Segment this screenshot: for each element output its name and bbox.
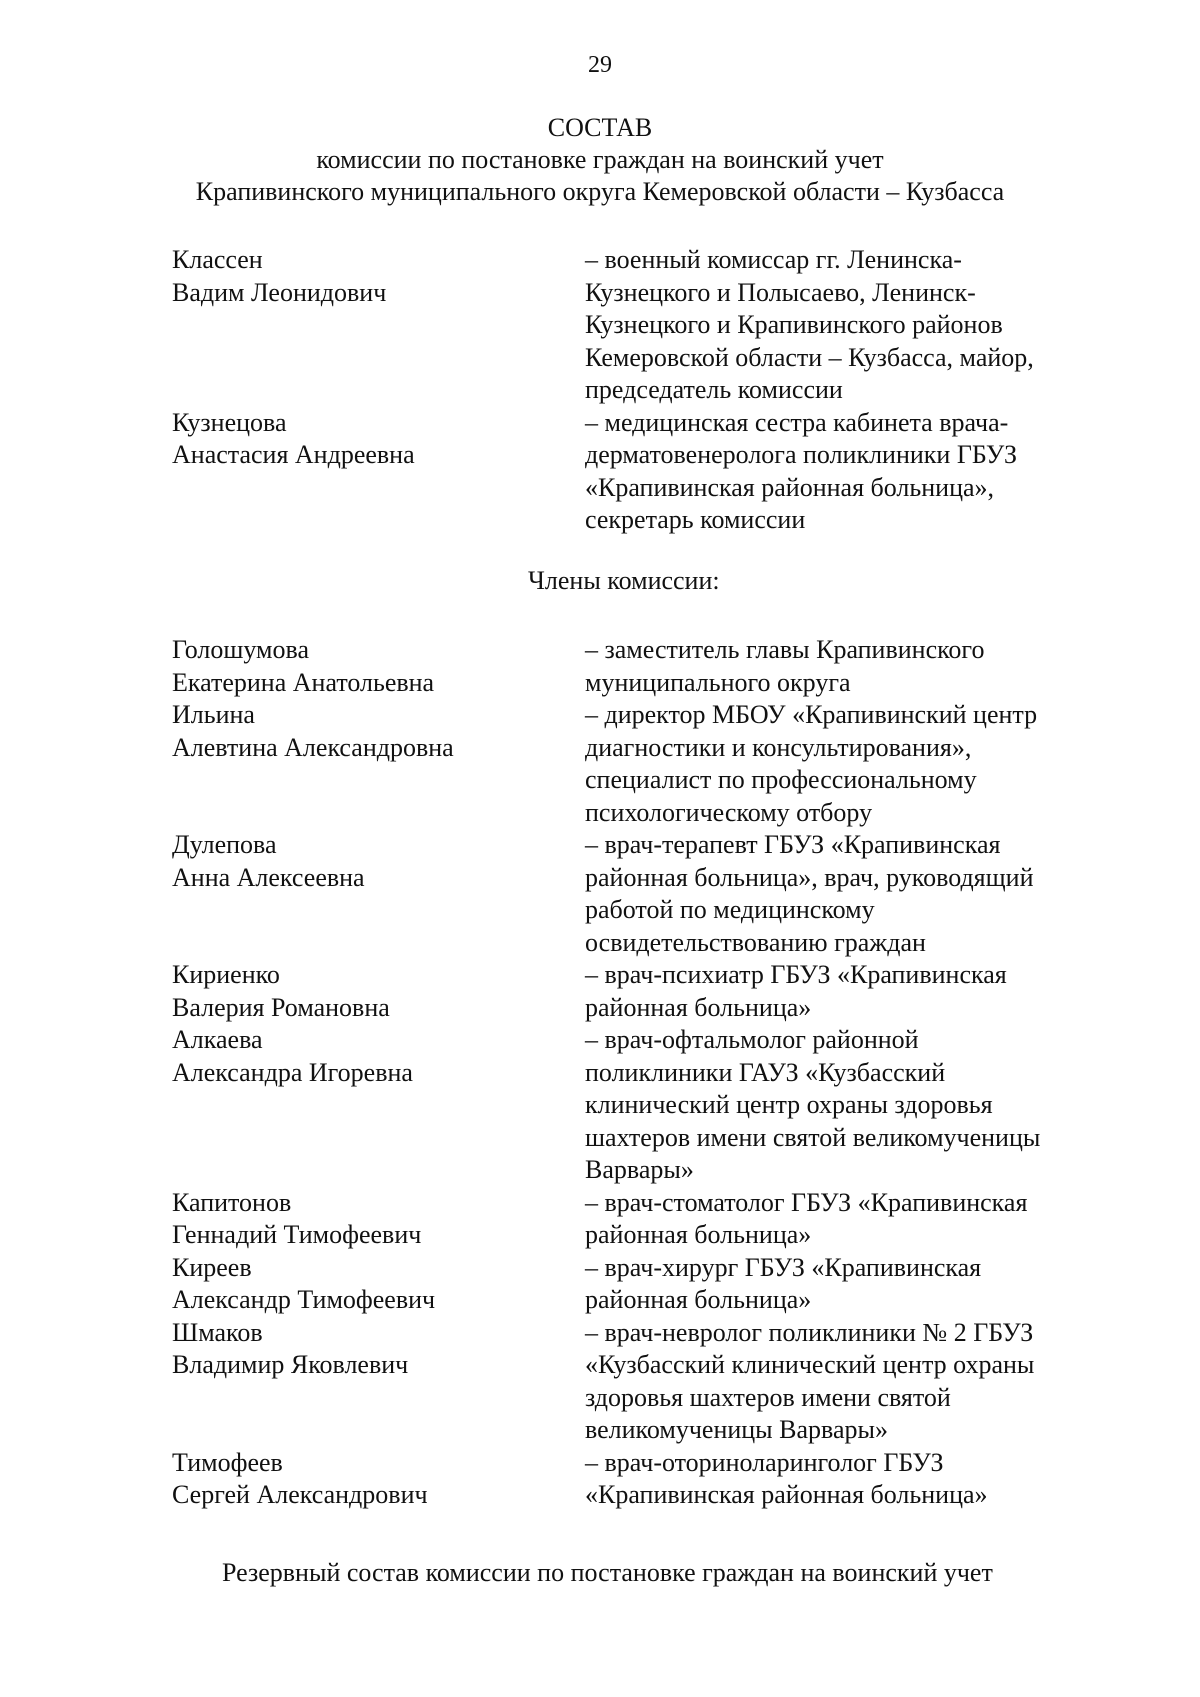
list-item (0, 699, 1200, 829)
member-role: – врач-стоматолог ГБУЗ «Крапивинская районная больница» (585, 1187, 1028, 1249)
heading-line-1: комиссии по постановке граждан на воинский учет (316, 145, 884, 174)
member-role: – врач-терапевт ГБУЗ «Крапивинская районная больница», врач, руководящий работой по медицинскому освидетельствованию граждан (585, 830, 1034, 957)
leadership-list (0, 244, 1200, 537)
member-role: – врач-хирург ГБУЗ «Крапивинская районная больница» (585, 1252, 982, 1314)
member-role: – военный комиссар гг. Ленинска- Кузнецкого и Полысаево, Ленинск- Кузнецкого и Крапивинского районов Кемеровской области – Кузбасса, майор, председатель комиссии (585, 245, 1034, 404)
member-name: Кузнецова Анастасия Андреевна (172, 407, 415, 469)
member-role: – врач-психиатр ГБУЗ «Крапивинская районная больница» (585, 960, 1007, 1022)
list-item (0, 1447, 1200, 1512)
member-name: Тимофеев Сергей Александрович (172, 1447, 428, 1509)
members-heading: Члены комиссии: (528, 566, 720, 595)
member-role: – заместитель главы Крапивинского муниципального округа (585, 635, 985, 697)
list-item (0, 244, 1200, 407)
list-item (0, 1317, 1200, 1447)
member-name: Алкаева Александра Игоревна (172, 1025, 413, 1087)
list-item (0, 634, 1200, 699)
list-item (0, 1024, 1200, 1187)
member-role: – врач-оториноларинголог ГБУЗ «Крапивинская районная больница» (585, 1447, 988, 1509)
list-item (0, 407, 1200, 537)
member-name: Кириенко Валерия Романовна (172, 960, 390, 1022)
list-item (0, 829, 1200, 959)
member-role: – врач-офтальмолог районной поликлиники ГАУЗ «Кузбасский клинический центр охраны здоровья шахтеров имени святой великомученицы Варвары» (585, 1025, 1041, 1184)
member-name: Капитонов Геннадий Тимофеевич (172, 1187, 422, 1249)
member-name: Голошумова Екатерина Анатольевна (172, 635, 435, 697)
page-number: 29 (588, 52, 612, 78)
list-item (0, 1252, 1200, 1317)
list-item (0, 959, 1200, 1024)
member-role: – врач-невролог поликлиники № 2 ГБУЗ «Кузбасский клинический центр охраны здоровья шахтеров имени святой великомученицы Варвары» (585, 1317, 1035, 1444)
member-role: – медицинская сестра кабинета врача- дерматовенеролога поликлиники ГБУЗ «Крапивинская районная больница», секретарь комиссии (585, 407, 1017, 534)
heading-line-2: Крапивинского муниципального округа Кемеровской области – Кузбасса (195, 177, 1005, 206)
member-name: Классен Вадим Леонидович (172, 245, 387, 307)
reserve-heading: Резервный состав комиссии по постановке граждан на воинский учет (222, 1558, 993, 1587)
member-name: Киреев Александр Тимофеевич (172, 1252, 436, 1314)
member-name: Шмаков Владимир Яковлевич (172, 1317, 409, 1379)
document-title: СОСТАВ (547, 113, 653, 142)
member-name: Дулепова Анна Алексеевна (172, 830, 365, 892)
member-role: – директор МБОУ «Крапивинский центр диагностики и консультирования», специалист по профессиональному психологическому отбору (585, 700, 1038, 827)
members-list (0, 634, 1200, 1512)
document-heading (0, 112, 1200, 208)
list-item (0, 1187, 1200, 1252)
member-name: Ильина Алевтина Александровна (172, 700, 454, 762)
